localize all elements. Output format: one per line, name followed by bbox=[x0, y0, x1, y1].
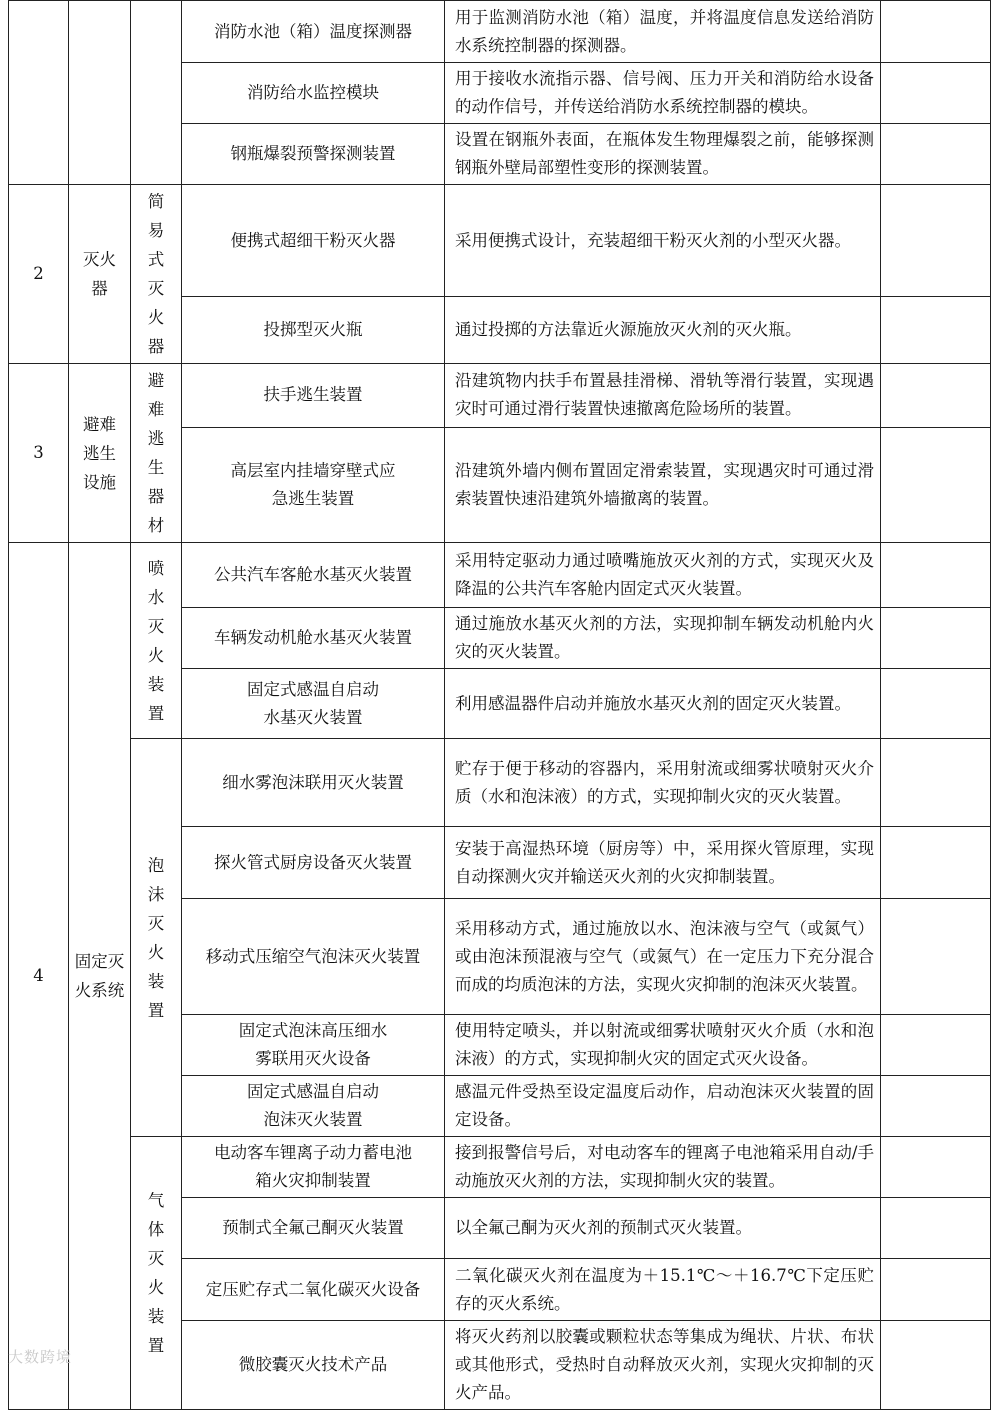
product-desc: 通过投掷的方法靠近火源施放灭火剂的灭火瓶。 bbox=[445, 297, 881, 364]
category-cell bbox=[69, 1, 131, 185]
product-desc: 采用便携式设计，充装超细干粉灭火剂的小型灭火器。 bbox=[445, 185, 881, 297]
product-desc: 利用感温器件启动并施放水基灭火剂的固定灭火装置。 bbox=[445, 669, 881, 739]
group-subcategory-text: 简易式灭火器 bbox=[147, 192, 165, 356]
group-category-text: 避难逃生设施 bbox=[82, 414, 116, 492]
product-desc: 贮存于便于移动的容器内，采用射流或细雾状喷射灭火介质（水和泡沫液）的方式，实现抑制火灾的灭火装置。 bbox=[445, 739, 881, 827]
product-desc: 采用特定驱动力通过喷嘴施放灭火剂的方式，实现灭火及降温的公共汽车客舱内固定式灭火装置。 bbox=[445, 543, 881, 608]
subcategory-cell bbox=[131, 1, 182, 185]
table-row bbox=[9, 739, 991, 827]
product-desc: 使用特定喷头，并以射流或细雾状喷射灭火介质（水和泡沫液）的方式，实现抑制火灾的固定式灭火设备。 bbox=[445, 1015, 881, 1076]
product-name: 微胶囊灭火技术产品 bbox=[182, 1321, 445, 1410]
product-desc: 安装于高湿热环境（厨房等）中，采用探火管原理，实现自动探测火灾并输送灭火剂的火灾抑制装置。 bbox=[445, 827, 881, 899]
remarks-cell bbox=[881, 297, 991, 364]
remarks-cell bbox=[881, 427, 991, 542]
product-name: 移动式压缩空气泡沫灭火装置 bbox=[182, 899, 445, 1015]
product-name-text: 高层室内挂墙穿壁式应急逃生装置 bbox=[230, 460, 396, 508]
product-name: 探火管式厨房设备灭火装置 bbox=[182, 827, 445, 899]
remarks-cell bbox=[881, 543, 991, 608]
group-subcategory-text: 避难逃生器材 bbox=[147, 371, 165, 535]
group-subcategory bbox=[131, 364, 182, 543]
product-name-text: 固定式感温自启动泡沫灭火装置 bbox=[247, 1082, 379, 1129]
product-desc: 接到报警信号后，对电动客车的锂离子电池箱采用自动/手动施放灭火剂的方法，实现抑制火灾的装置。 bbox=[445, 1137, 881, 1198]
product-desc: 将灭火药剂以胶囊或颗粒状态等集成为绳状、片状、布状或其他形式，受热时自动释放灭火剂，实现火灾抑制的灭火产品。 bbox=[445, 1321, 881, 1410]
product-desc: 沿建筑物内扶手布置悬挂滑梯、滑轨等滑行装置，实现遇灾时可通过滑行装置快速撤离危险场所的装置。 bbox=[445, 364, 881, 428]
product-name: 消防水池（箱）温度探测器 bbox=[182, 1, 445, 63]
table-row bbox=[9, 1137, 991, 1198]
product-desc: 通过施放水基灭火剂的方法，实现抑制车辆发动机舱内火灾的灭火装置。 bbox=[445, 608, 881, 669]
group-number: 2 bbox=[9, 185, 69, 364]
product-name: 钢瓶爆裂预警探测装置 bbox=[182, 124, 445, 185]
product-name: 扶手逃生装置 bbox=[182, 364, 445, 428]
remarks-cell bbox=[881, 1, 991, 63]
remarks-cell bbox=[881, 669, 991, 739]
product-desc: 感温元件受热至设定温度后动作，启动泡沫灭火装置的固定设备。 bbox=[445, 1076, 881, 1137]
table-row bbox=[9, 543, 991, 608]
group-subcategory bbox=[131, 1137, 182, 1410]
product-desc: 采用移动方式，通过施放以水、泡沫液与空气（或氮气）或由泡沫预混液与空气（或氮气）在一定压力下充分混合而成的均质泡沫的方法，实现火灾抑制的泡沫灭火装置。 bbox=[445, 899, 881, 1015]
product-table bbox=[8, 0, 991, 1410]
group-number: 4 bbox=[9, 543, 69, 1410]
product-name bbox=[182, 669, 445, 739]
product-desc: 以全氟己酮为灭火剂的预制式灭火装置。 bbox=[445, 1198, 881, 1259]
remarks-cell bbox=[881, 608, 991, 669]
product-name-text: 固定式感温自启动水基灭火装置 bbox=[247, 679, 379, 727]
product-desc: 用于监测消防水池（箱）温度，并将温度信息发送给消防水系统控制器的探测器。 bbox=[445, 1, 881, 63]
group-category bbox=[69, 543, 131, 1410]
table-row bbox=[9, 185, 991, 297]
product-desc: 二氧化碳灭火剂在温度为＋15.1℃～＋16.7℃下定压贮存的灭火系统。 bbox=[445, 1259, 881, 1321]
product-name: 细水雾泡沫联用灭火装置 bbox=[182, 739, 445, 827]
product-name: 车辆发动机舱水基灭火装置 bbox=[182, 608, 445, 669]
group-category bbox=[69, 364, 131, 543]
product-name: 公共汽车客舱水基灭火装置 bbox=[182, 543, 445, 608]
group-subcategory-text: 泡沫灭火装置 bbox=[147, 855, 165, 1020]
product-name: 定压贮存式二氧化碳灭火设备 bbox=[182, 1259, 445, 1321]
group-subcategory-text: 喷水灭火装置 bbox=[147, 558, 165, 723]
product-desc: 设置在钢瓶外表面，在瓶体发生物理爆裂之前，能够探测钢瓶外壁局部塑性变形的探测装置。 bbox=[445, 124, 881, 185]
product-name: 投掷型灭火瓶 bbox=[182, 297, 445, 364]
product-name bbox=[182, 1137, 445, 1198]
remarks-cell bbox=[881, 364, 991, 428]
table-row bbox=[9, 1, 991, 63]
product-name bbox=[182, 1076, 445, 1137]
remarks-cell bbox=[881, 1137, 991, 1198]
group-subcategory bbox=[131, 185, 182, 364]
group-number: 3 bbox=[9, 364, 69, 543]
product-name-text: 电动客车锂离子动力蓄电池箱火灾抑制装置 bbox=[214, 1143, 412, 1190]
product-name bbox=[182, 427, 445, 542]
remarks-cell bbox=[881, 1321, 991, 1410]
product-desc: 用于接收水流指示器、信号阀、压力开关和消防给水设备的动作信号，并传送给消防水系统控制器的模块。 bbox=[445, 63, 881, 124]
product-name: 消防给水监控模块 bbox=[182, 63, 445, 124]
remarks-cell bbox=[881, 1015, 991, 1076]
product-name bbox=[182, 1015, 445, 1076]
group-category-text: 灭火器 bbox=[82, 250, 116, 298]
product-name-text: 固定式泡沫高压细水雾联用灭火设备 bbox=[238, 1021, 388, 1068]
product-name: 预制式全氟己酮灭火装置 bbox=[182, 1198, 445, 1259]
watermark: 大数跨境 bbox=[8, 1348, 73, 1366]
remarks-cell bbox=[881, 63, 991, 124]
num-cell bbox=[9, 1, 69, 185]
group-subcategory bbox=[131, 739, 182, 1137]
group-subcategory bbox=[131, 543, 182, 739]
remarks-cell bbox=[881, 1076, 991, 1137]
remarks-cell bbox=[881, 124, 991, 185]
product-desc: 沿建筑外墙内侧布置固定滑索装置，实现遇灾时可通过滑索装置快速沿建筑外墙撤离的装置。 bbox=[445, 427, 881, 542]
remarks-cell bbox=[881, 1198, 991, 1259]
remarks-cell bbox=[881, 827, 991, 899]
group-subcategory-text: 气体灭火装置 bbox=[147, 1191, 165, 1355]
table-row bbox=[9, 364, 991, 428]
remarks-cell bbox=[881, 185, 991, 297]
product-name: 便携式超细干粉灭火器 bbox=[182, 185, 445, 297]
remarks-cell bbox=[881, 899, 991, 1015]
group-category-text: 固定灭火系统 bbox=[74, 952, 125, 1000]
remarks-cell bbox=[881, 1259, 991, 1321]
remarks-cell bbox=[881, 739, 991, 827]
group-category bbox=[69, 185, 131, 364]
